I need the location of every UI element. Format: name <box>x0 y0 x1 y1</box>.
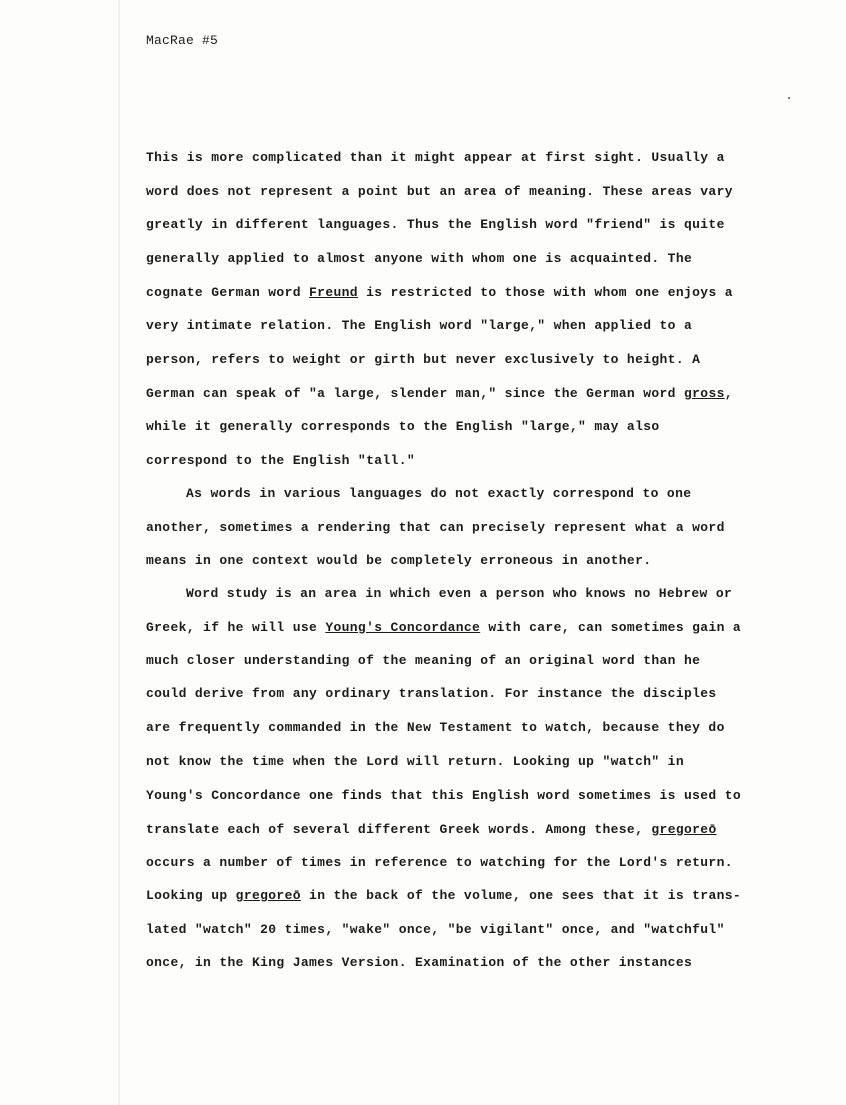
text-segment: German can speak of "a large, slender man," since the German word <box>146 386 684 401</box>
text-segment: Looking up <box>146 888 236 903</box>
text-segment: , <box>724 386 733 401</box>
text-line: correspond to the English "tall." <box>146 453 415 468</box>
underlined-word-gross: gross <box>683 386 725 401</box>
text-line: Word study is an area in which even a person who knows no Hebrew or <box>186 586 733 601</box>
text-segment: is restricted to those with whom one enjoys a <box>357 285 733 300</box>
text-line <box>146 285 733 301</box>
text-segment: with care, can sometimes gain a <box>480 620 742 635</box>
text-line: not know the time when the Lord will return. Looking up "watch" in <box>146 754 684 769</box>
text-line: generally applied to almost anyone with whom one is acquainted. The <box>146 251 693 266</box>
text-line: Young's Concordance one finds that this English word sometimes is used to <box>146 788 742 803</box>
text-line: person, refers to weight or girth but never exclusively to height. A <box>146 352 701 367</box>
text-line: occurs a number of times in reference to watching for the Lord's return. <box>146 855 733 870</box>
text-line: while it generally corresponds to the English "large," may also <box>146 419 660 434</box>
text-segment: translate each of several different Greek words. Among these, <box>146 822 652 837</box>
page-edge-shadow <box>118 0 120 1105</box>
underlined-word-gregoreo: gregoreō <box>235 888 301 903</box>
text-line: another, sometimes a rendering that can precisely represent what a word <box>146 520 725 535</box>
text-line: could derive from any ordinary translation. For instance the disciples <box>146 686 717 701</box>
text-line: word does not represent a point but an area of meaning. These areas vary <box>146 184 733 199</box>
text-line: much closer understanding of the meaning of an original word than he <box>146 653 701 668</box>
text-line <box>146 888 741 904</box>
text-line: are frequently commanded in the New Testament to watch, because they do <box>146 720 725 735</box>
text-line <box>146 386 733 402</box>
text-segment: cognate German word <box>146 285 310 300</box>
paper-speck <box>788 97 790 99</box>
text-segment: in the back of the volume, one sees that it is trans- <box>300 888 742 903</box>
text-line: very intimate relation. The English word "large," when applied to a <box>146 318 693 333</box>
page-header: MacRae #5 <box>146 33 219 48</box>
underlined-word-freund: Freund <box>309 285 358 300</box>
text-line: lated "watch" 20 times, "wake" once, "be vigilant" once, and "watchful" <box>146 922 725 937</box>
text-line: This is more complicated than it might appear at first sight. Usually a <box>146 150 725 165</box>
underlined-word-gregoreo: gregoreō <box>651 822 717 837</box>
text-line: means in one context would be completely erroneous in another. <box>146 553 652 568</box>
text-line <box>146 620 741 636</box>
text-segment: Greek, if he will use <box>146 620 326 635</box>
underlined-title-youngs-concordance: Young's Concordance <box>325 620 481 635</box>
text-line: As words in various languages do not exactly correspond to one <box>186 486 692 501</box>
text-line <box>146 822 717 838</box>
text-line: greatly in different languages. Thus the English word "friend" is quite <box>146 217 725 232</box>
text-line: once, in the King James Version. Examination of the other instances <box>146 955 693 970</box>
